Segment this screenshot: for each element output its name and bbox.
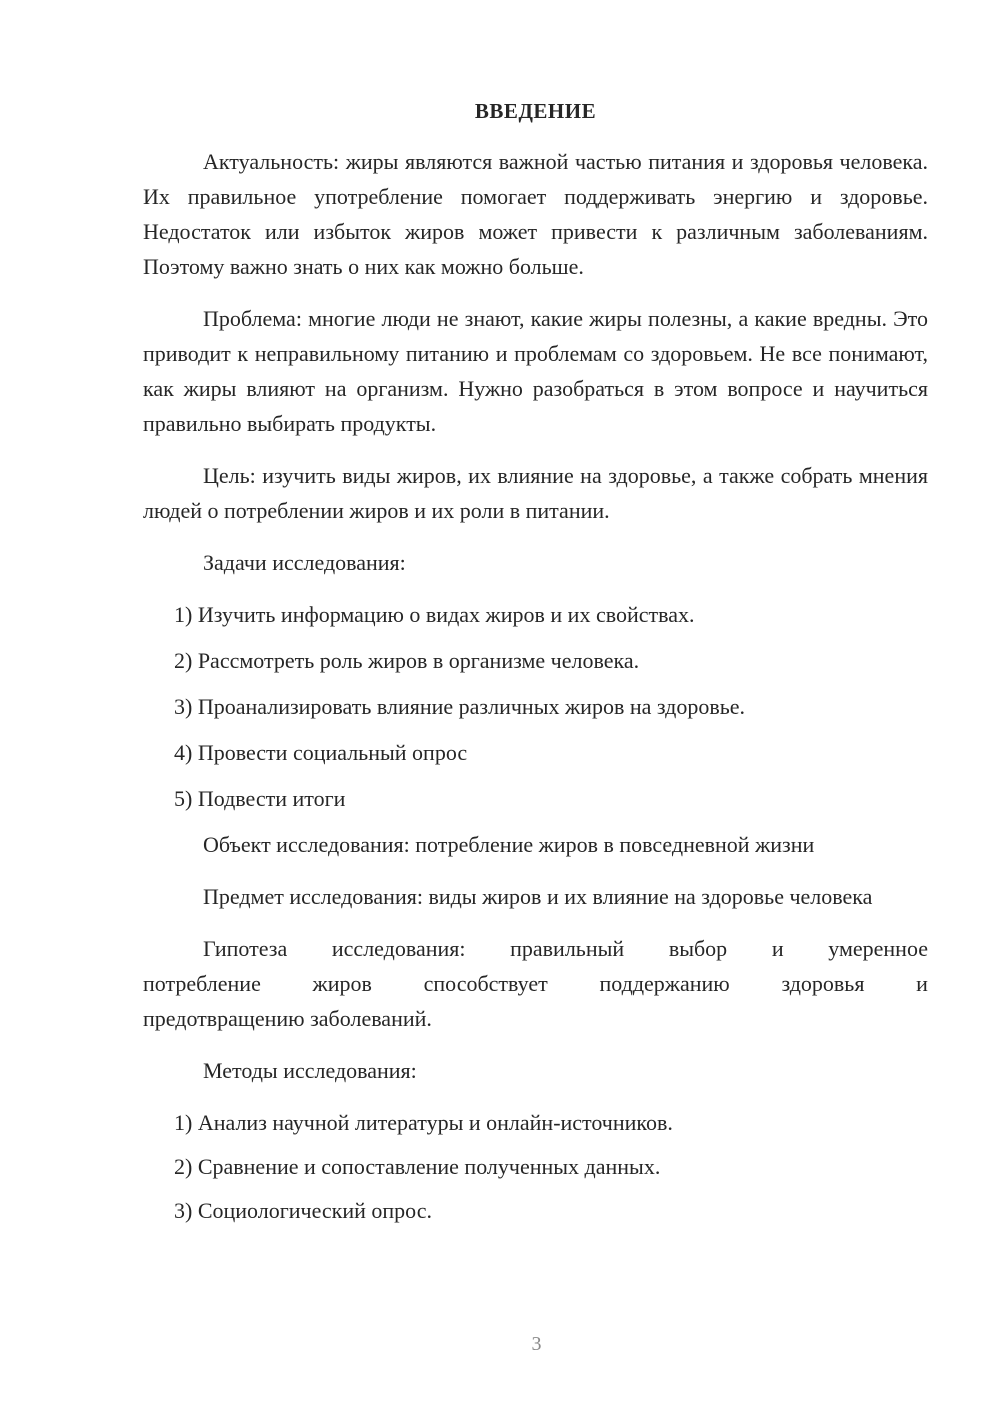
hypothesis-word: исследования: (331, 936, 466, 961)
hypothesis-word: и (771, 936, 784, 961)
tasks-list (143, 597, 928, 816)
methods-list (143, 1105, 928, 1228)
task-item: 3) Проанализировать влияние различных жиров на здоровье. (174, 694, 746, 719)
hypothesis-word: жиров (312, 971, 372, 996)
hypothesis-word: способствует (423, 971, 548, 996)
hypothesis-word: правильный (510, 936, 625, 961)
goal-paragraph: Цель: изучить виды жиров, их влияние на здоровье, а также собрать мнения людей о потреблении жиров и их роли в питании. (143, 463, 928, 523)
subject-paragraph: Предмет исследования: виды жиров и их влияние на здоровье человека (203, 884, 873, 909)
task-item: 1) Изучить информацию о видах жиров и их свойствах. (174, 602, 695, 627)
relevance-paragraph: Актуальность: жиры являются важной частью питания и здоровья человека. Их правильное употребление помогает поддерживать энергию и здоровье. Недостаток или избыток жиров может привести к различным заболеваниям. Поэтому важно знать о них как можно больше. (143, 149, 928, 279)
tasks-heading: Задачи исследования: (203, 550, 406, 575)
page-number: 3 (531, 1333, 542, 1355)
hypothesis-word: потребление (143, 971, 261, 996)
hypothesis-word: умеренное (828, 936, 928, 961)
hypothesis-word: выбор (668, 936, 728, 961)
method-item: 1) Анализ научной литературы и онлайн-источников. (174, 1110, 673, 1135)
hypothesis-word: поддержанию (599, 971, 730, 996)
hypothesis-paragraph (143, 931, 928, 1036)
hypothesis-line-2 (143, 966, 928, 1001)
object-paragraph: Объект исследования: потребление жиров в повседневной жизни (203, 832, 815, 857)
hypothesis-line-3: предотвращению заболеваний. (143, 1006, 432, 1031)
page-content (143, 96, 928, 1237)
problem-paragraph: Проблема: многие люди не знают, какие жиры полезны, а какие вредны. Это приводит к неправильному питанию и проблемам со здоровьем. Не все понимают, как жиры влияют на организм. Нужно разобраться в этом вопросе и научиться правильно выбирать продукты. (143, 306, 928, 436)
method-item: 2) Сравнение и сопоставление полученных данных. (174, 1154, 661, 1179)
section-title: ВВЕДЕНИЕ (474, 99, 597, 123)
methods-heading: Методы исследования: (203, 1058, 417, 1083)
hypothesis-word: здоровья (781, 971, 865, 996)
hypothesis-word: Гипотеза (203, 936, 288, 961)
task-item: 4) Провести социальный опрос (174, 740, 468, 765)
hypothesis-line-1 (143, 931, 928, 966)
method-item: 3) Социологический опрос. (174, 1198, 432, 1223)
task-item: 2) Рассмотреть роль жиров в организме человека. (174, 648, 640, 673)
task-item: 5) Подвести итоги (174, 786, 346, 811)
hypothesis-word: и (916, 971, 928, 996)
